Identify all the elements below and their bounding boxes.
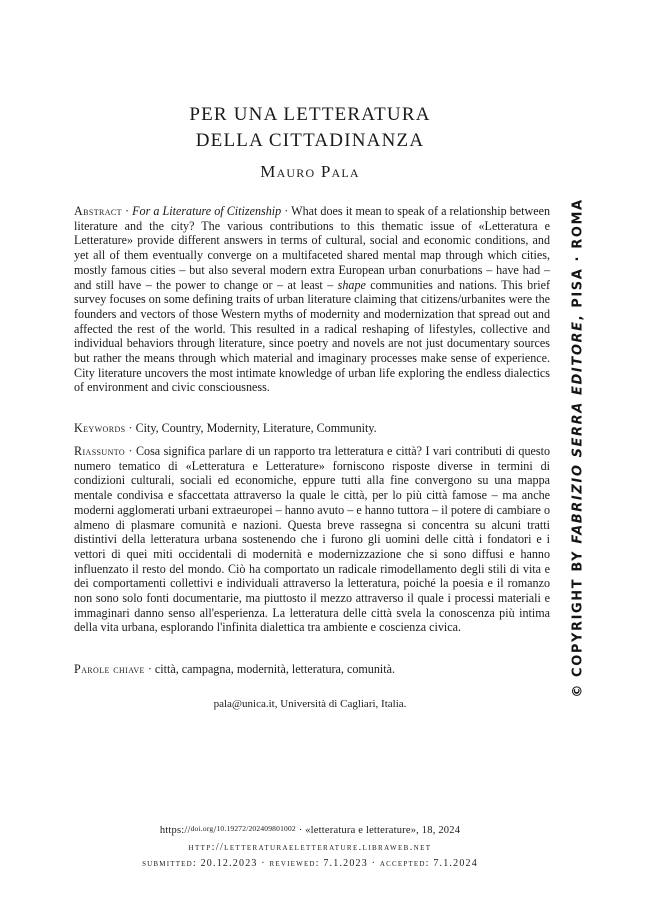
doi-link[interactable] bbox=[160, 825, 296, 836]
parole-chiave-label: Parole chiave bbox=[74, 662, 145, 676]
riassunto-label: Riassunto bbox=[74, 444, 126, 458]
parole-chiave-separator: · bbox=[144, 662, 155, 676]
abstract-label: Abstract bbox=[74, 204, 122, 218]
abstract-paragraph bbox=[74, 204, 550, 395]
keywords-label: Keywords bbox=[74, 421, 126, 435]
parole-chiave-paragraph bbox=[74, 662, 550, 677]
author-name: Mauro Pala bbox=[260, 162, 360, 181]
copyright-prefix: © COPYRIGHT BY bbox=[570, 543, 586, 698]
keywords-separator: · bbox=[125, 421, 136, 435]
author-affiliation: pala@unica.it, Università di Cagliari, Italia. bbox=[213, 698, 407, 710]
journal-citation: · «letteratura e letterature», 18, 2024 bbox=[295, 825, 461, 836]
parole-chiave-text: città, campagna, modernità, letteratura, comunità. bbox=[154, 662, 395, 676]
doi-host: doi.org bbox=[190, 824, 214, 833]
abstract-text-part-1: What does it mean to speak of a relationship between literature and the city? The various contributions to this thematic issue of «Letteratura e Letterature» provide different answers in terms of cultural, social and economic conditions, and yet all of them eventually converge on a multifaceted shared mental map through which cities, mostly famous cities – but also several modern extra European urban conurbations – have had – and still have – the power to change or – at least – bbox=[74, 204, 551, 292]
copyright-suffix: , PISA · ROMA bbox=[570, 198, 586, 321]
riassunto-text: Cosa significa parlare di un rapporto tra letteratura e città? I vari contributi di questo numero tematico di «Letteratura e Letterature» forniscono risposte diverse in termini di condizioni culturali, sociali ed economiche, eppure tutti alla fine convergono su una mappa mentale condivisa e sfaccettata attraverso la quale le città, per lo più città famose – ma anche moderni agglomerati urbani extraeuropei – hanno avuto – e hanno tuttora – il potere di cambiare o almeno di plasmare comunità e nazioni. Questa breve rassegna si concentra su alcuni tratti distintivi della letteratura urbana sostenendo che i furono gli uomini delle città i fondatori e i vettori di quei miti occidentali di modernità e modernizzazione che si sono diffusi e hanno influenzato il resto del mondo. Ciò ha comportato un radicale rimodellamento degli stili di vita e dei comportamenti collettivi e individuali attraverso la letteratura, poiché la poesia e il romanzo non sono solo fonti documentarie, ma piuttosto il mezzo attraverso il quale i processi materiali e immaginari danno senso all'esperienza. La letteratura delle città svela la conoscenza più intima della vita urbana, esplorando l'infinita dialettica tra ambiente e coscienza civica. bbox=[74, 444, 550, 635]
keywords-text: City, Country, Modernity, Literature, Community. bbox=[135, 421, 377, 435]
abstract-separator-2: · bbox=[281, 204, 292, 218]
submission-dates: submitted: 20.12.2023 · reviewed: 7.1.2023 · accepted: 7.1.2024 bbox=[142, 858, 478, 869]
copyright-publisher: FABRIZIO SERRA EDITORE bbox=[570, 320, 586, 544]
abstract-emphasis-shape: shape bbox=[337, 277, 366, 292]
abstract-text-part-2: communities and nations. This brief survey focuses on some defining traits of urban literature claiming that citizens/urbanites were the founders and vectors of those Western myths of modernity and modernization that spread out and affected the rest of the world. This resulted in a radical reshaping of lifestyles, collective and individual behaviors through literature, since poetry and novels are not just documentary sources but rather the means through which material and imaginary processes make sense of experience. City literature uncovers the most intimate knowledge of urban life exploring the endless dialectics of environment and civic consciousness. bbox=[74, 277, 551, 395]
doi-citation-line bbox=[0, 824, 620, 836]
riassunto-separator: · bbox=[125, 444, 136, 458]
keywords-paragraph bbox=[74, 421, 550, 436]
riassunto-paragraph bbox=[74, 444, 550, 635]
abstract-subtitle: For a Literature of Citizenship bbox=[132, 204, 282, 218]
copyright-notice bbox=[571, 198, 586, 697]
article-title-line-2: DELLA CITTADINANZA bbox=[195, 130, 425, 151]
journal-url[interactable]: http://letteraturaeletterature.libraweb.net bbox=[188, 842, 432, 853]
abstract-separator: · bbox=[121, 204, 133, 218]
doi-slash: / bbox=[213, 825, 217, 836]
doi-prefix: https:// bbox=[159, 825, 191, 836]
doi-identifier: 10.19272/202409801002 bbox=[216, 824, 296, 833]
article-title-line-1: PER UNA LETTERATURA bbox=[189, 104, 431, 125]
